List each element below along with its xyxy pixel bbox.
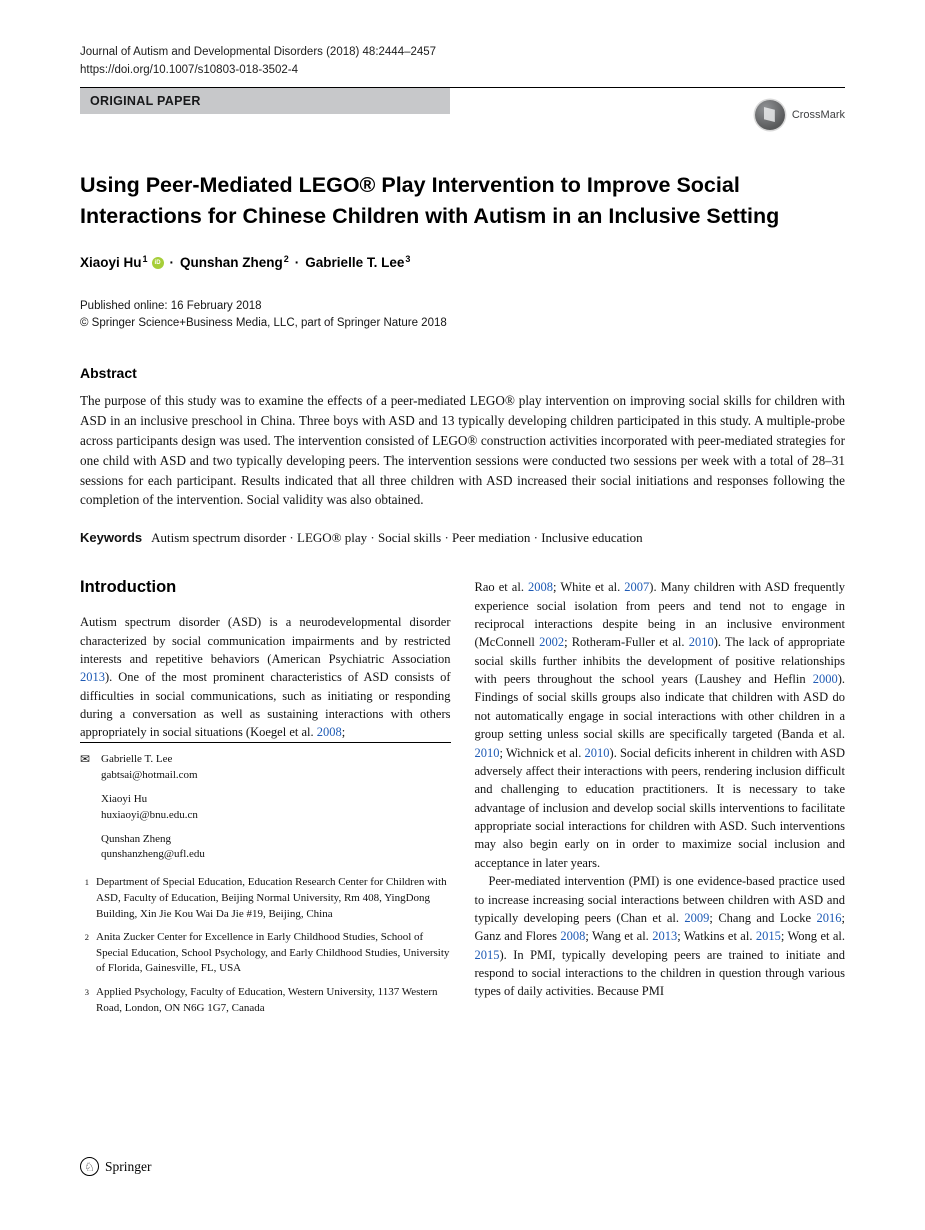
page-header [80,46,845,78]
springer-logo-icon: ♘ [80,1157,99,1176]
envelope-icon: ✉ [80,751,91,766]
affiliation-number: 1 [84,877,89,888]
section-heading-introduction: Introduction [80,578,177,597]
author-2-affiliation-sup: 2 [283,253,289,264]
author-3-affiliation-sup: 3 [405,253,411,264]
author-2[interactable] [180,255,289,270]
paragraph-text: ; Wang et al. [585,929,653,944]
copyright-line: © Springer Science+Business Media, LLC, part of Springer Nature 2018 [80,316,447,329]
correspondence-texts [101,832,205,864]
citation-link[interactable]: 2008 [316,725,342,740]
paragraph-text: ). In PMI, typically developing peers are trained to initiate and respond to social interactions to the children in question through various types of daily activities. Because PMI [474,947,845,999]
paragraph-text: ). Many children with ASD frequently experience social isolation from peers and tend not to engage in reciprocal interactions despite being in an inclusive environment (McConnell [474,580,845,650]
left-column [80,578,451,1024]
footnote-divider [80,742,451,743]
article-type-banner: ORIGINAL PAPER [80,88,450,114]
paragraph-text: ). One of the most prominent characteristics of ASD consists of difficulties in social communications, such as initiating or responding during a conversation as well as sustaining interactions with others appropriately in social situations (Koegel et al. [80,670,451,740]
abstract-text: The purpose of this study was to examine the effects of a peer-mediated LEGO® play intervention on improving social skills for children with ASD in an inclusive preschool in China. Three boys with ASD and 13 typically developing children participated in this study. A multiple-probe across participants design was used. The intervention consisted of LEGO® construction activities incorporated with peer-mediated strategies for one child with ASD and two typically developing peers. The intervention sessions were conducted two sessions per week with a total of 28–31 sessions for each participant. Results indicated that all three children with ASD increased their social initiations and responses following the completion of the intervention. Social validity was also obtained. [80,393,845,508]
affiliation-entry [80,875,451,922]
author-separator: · [169,255,175,271]
citation-link[interactable]: 2013 [652,929,678,944]
paragraph-text: Peer-mediated intervention (PMI) is one evidence-based practice used to increase increasing social interactions between children with ASD and typically developing peers (Chan et al. [474,874,845,925]
citation-link[interactable]: 2016 [816,910,842,925]
paragraph-text: ; Rotheram-Fuller et al. [564,635,689,650]
correspondence-email[interactable]: gabtsai@hotmail.com [101,768,198,781]
paragraph-text: Autism spectrum disorder (ASD) is a neurodevelopmental disorder characterized by social communication impairments and by restricted interests and repetitive behaviors (American Psychiatric Association [80,615,451,666]
paragraph-text: ; [341,725,346,740]
paragraph-text: ; White et al. [553,580,625,595]
intro-paragraph [80,613,451,742]
body-paragraph [475,872,846,1001]
citation-link[interactable]: 2010 [474,745,500,760]
author-1-name: Xiaoyi Hu [80,255,142,271]
affiliation-entry [80,985,451,1016]
citation-link[interactable]: 2009 [684,910,710,925]
author-3-name: Gabrielle T. Lee [305,255,405,271]
keywords-text: Autism spectrum disorder · LEGO® play · Social skills · Peer mediation · Inclusive education [151,530,643,546]
citation-link[interactable]: 2013 [80,670,105,685]
envelope-icon-placeholder [80,832,95,864]
correspondence-name: Gabrielle T. Lee [101,752,173,765]
paragraph-text: ; Watkins et al. [677,929,756,944]
crossmark-label: CrossMark [791,109,845,121]
paragraph-text: ; Wichnick et al. [499,745,585,760]
paragraph-text: ; Wong et al. [780,929,846,944]
publisher-name: Springer [105,1158,152,1174]
orcid-icon[interactable] [152,257,164,269]
article-title: Using Peer-Mediated LEGO® Play Intervention to Improve Social Interactions for Chinese Children with Autism in an Inclusive Setting [80,173,780,228]
author-line [80,255,845,270]
affiliation-entry [80,930,451,977]
correspondence-texts [101,752,198,784]
correspondence-entry [80,832,451,864]
citation-link[interactable]: 2008 [528,580,554,595]
correspondence-name: Xiaoyi Hu [101,792,148,805]
citation-link[interactable]: 2000 [812,672,838,687]
affiliation-number: 2 [84,932,89,943]
paragraph-text: ). The lack of appropriate social skills further inhibits the development of positive relationships with peers throughout the school years (Laushey and Heflin [474,635,845,687]
correspondence-entry [80,752,451,784]
paragraph-text: ). Social deficits inherent in children with ASD adversely affect their interactions with peers, rendering inclusion difficult and challenging to education practitioners. It is necessary to take advantage of inclusion and develop social skills interventions to facilitate appropriate social interactions for children with ASD. Such interventions may also begin early on in order to maximize social inclusion and acceptance in later years. [474,745,845,870]
journal-citation: Journal of Autism and Developmental Disorders (2018) 48:2444–2457 [80,46,437,58]
citation-link[interactable]: 2007 [624,580,650,595]
citation-link[interactable]: 2008 [560,929,586,944]
author-1[interactable] [80,255,148,270]
right-column [475,578,846,1024]
body-paragraph-continued [475,578,846,872]
author-1-affiliation-sup: 1 [142,253,148,264]
affiliation-text: Applied Psychology, Faculty of Education, Western University, 1137 Western Road, London, ON N6G 1G7, Canada [96,986,438,1014]
author-2-name: Qunshan Zheng [180,255,283,271]
citation-link[interactable]: 2015 [474,947,500,962]
paragraph-text: ; Ganz and Flores [474,910,845,944]
crossmark-icon [755,100,785,130]
publisher-footer [80,1157,152,1176]
crossmark-badge[interactable] [755,100,845,130]
author-3[interactable] [305,255,410,270]
paragraph-text: ; Chang and Locke [709,910,817,925]
footnote-block [80,742,451,1025]
correspondence-entry [80,792,451,824]
abstract-heading: Abstract [80,365,137,382]
paragraph-text: ). Findings of social skills groups also indicate that children with ASD do not automatically engage in social interactions with other children in a group setting unless social skills are specifically targeted (Banda et al. [474,672,845,742]
affiliation-number: 3 [84,987,89,998]
correspondence-name: Qunshan Zheng [101,832,171,845]
published-online-line: Published online: 16 February 2018 [80,300,262,313]
citation-link[interactable]: 2010 [688,635,714,650]
author-separator: · [294,255,300,271]
paragraph-text: Rao et al. [474,580,529,595]
correspondence-texts [101,792,198,824]
citation-link[interactable]: 2015 [755,929,781,944]
affiliation-text: Anita Zucker Center for Excellence in Early Childhood Studies, School of Special Education, School Psychology, and Early Childhood Studies, University of Florida, Gainesville, FL, USA [96,931,450,975]
citation-link[interactable]: 2002 [539,635,565,650]
publication-meta [80,298,845,331]
envelope-icon-placeholder [80,792,95,824]
article-type-row [80,88,845,130]
keywords-line [80,530,845,546]
two-column-body [80,578,845,1024]
affiliation-text: Department of Special Education, Education Research Center for Children with ASD, Faculty of Education, Beijing Normal University, Rm 408, YingDong Building, Xin Jie Kou Wai Da Jie #19, Beijing, China [96,876,447,920]
correspondence-email[interactable]: qunshanzheng@ufl.edu [101,848,205,861]
correspondence-email[interactable]: huxiaoyi@bnu.edu.cn [101,808,198,821]
doi-link[interactable]: https://doi.org/10.1007/s10803-018-3502-4 [80,64,299,76]
citation-link[interactable]: 2010 [584,745,610,760]
keywords-label: Keywords [80,530,143,546]
